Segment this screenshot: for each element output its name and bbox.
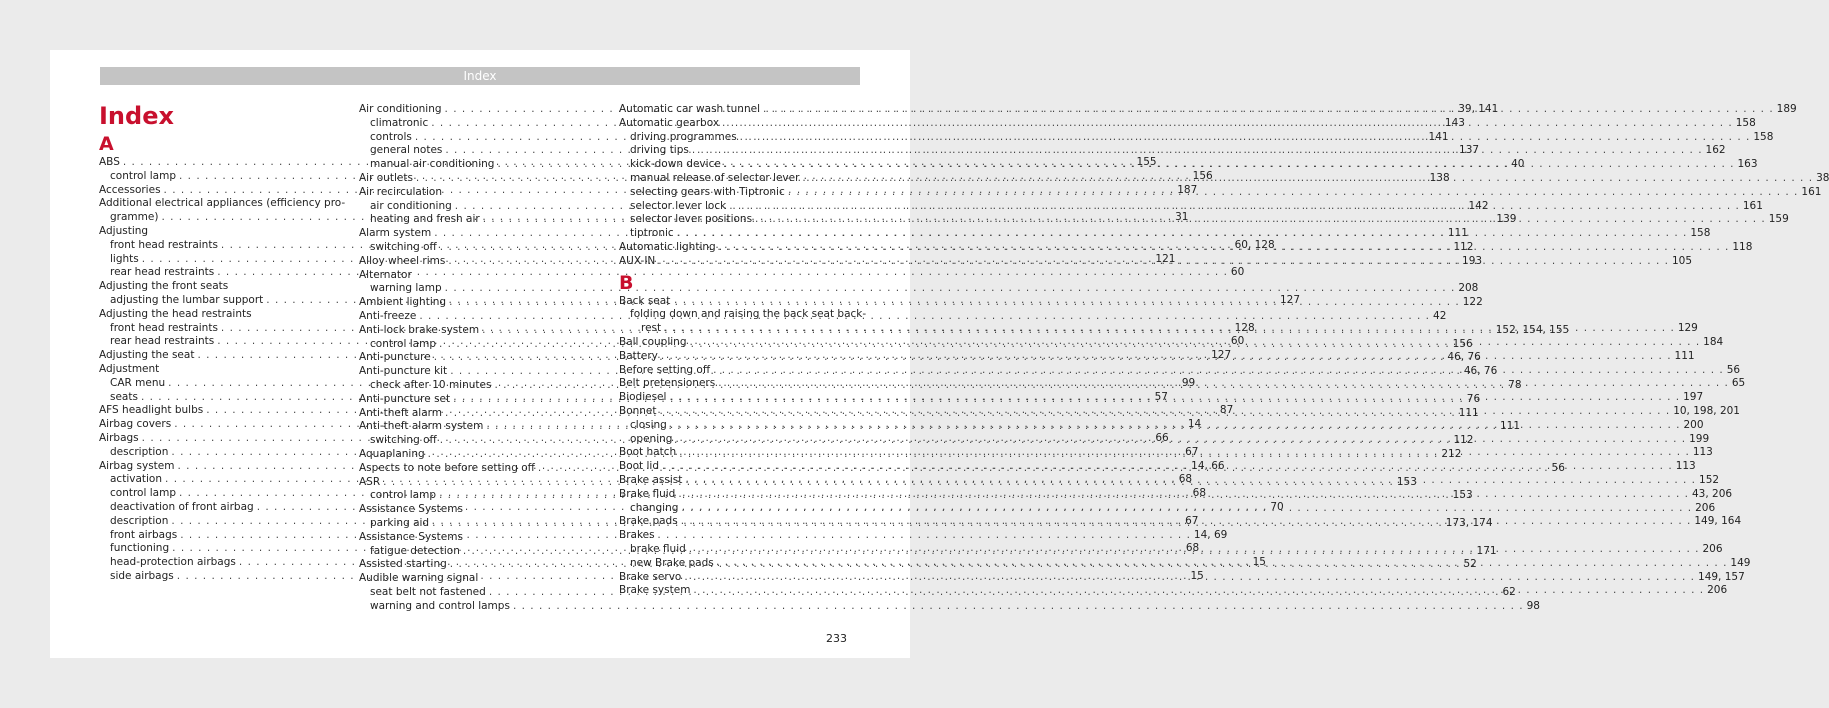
dot-leader bbox=[675, 433, 1686, 447]
entry-term: functioning bbox=[110, 542, 170, 555]
entry-term: front head restraints bbox=[110, 321, 218, 334]
entry-term: selecting gears with Tiptronic bbox=[630, 185, 785, 198]
index-entry-adjusting-the-front-seats bbox=[99, 280, 342, 294]
entry-term: Anti-puncture set bbox=[359, 392, 451, 405]
entry-pages: 193 bbox=[1462, 254, 1483, 267]
entry-term: Battery bbox=[619, 349, 658, 362]
dot-leader bbox=[724, 158, 1735, 172]
entry-pages: 57 bbox=[1154, 390, 1168, 403]
entry-term: adjusting the lumbar support bbox=[110, 293, 264, 306]
entry-term: Bonnet bbox=[619, 404, 657, 417]
dot-leader bbox=[661, 350, 1672, 364]
entry-term: control lamp bbox=[110, 487, 176, 500]
entry-pages: 113 bbox=[1692, 446, 1713, 459]
running-header: Index bbox=[100, 67, 860, 85]
entry-term: Air outlets bbox=[359, 171, 413, 184]
entry-pages: 56 bbox=[1551, 461, 1565, 474]
entry-pages: 200 bbox=[1683, 418, 1704, 431]
section-letter-b: B bbox=[619, 271, 634, 294]
index-entry-additional-electrical-appliances-efficiency-pro bbox=[99, 197, 346, 211]
entry-term: description bbox=[110, 514, 169, 527]
entry-term: opening bbox=[630, 432, 673, 445]
entry-term: manual release of selector lever bbox=[630, 171, 800, 184]
entry-pages: 127 bbox=[1279, 293, 1300, 306]
entry-term: seat belt not fastened bbox=[370, 585, 486, 598]
entry-pages: 161 bbox=[1742, 199, 1763, 212]
entry-term: Airbag system bbox=[99, 459, 175, 472]
entry-pages: 111 bbox=[1499, 420, 1521, 433]
entry-pages: 141 bbox=[1428, 130, 1449, 143]
entry-term: warning lamp bbox=[370, 282, 442, 295]
entry-term: deactivation of front airbag bbox=[110, 500, 254, 513]
entry-term: fatigue detection bbox=[370, 544, 460, 557]
entry-term: air conditioning bbox=[370, 199, 452, 212]
entry-term: Brake system bbox=[619, 584, 691, 597]
entry-pages: 60 bbox=[1230, 266, 1245, 279]
entry-term: description bbox=[110, 445, 169, 458]
entry-term: Back seat bbox=[619, 294, 671, 307]
entry-pages: 149 bbox=[1730, 556, 1751, 569]
entry-term: Assistance Systems bbox=[359, 530, 463, 543]
entry-pages: 112 bbox=[1453, 240, 1474, 253]
dot-leader bbox=[677, 227, 1688, 241]
entry-term: rear head restraints bbox=[110, 335, 215, 348]
entry-pages: 68 bbox=[1192, 487, 1207, 500]
entry-term: side airbags bbox=[110, 569, 174, 582]
entry-pages: 113 bbox=[1675, 460, 1696, 473]
section-letter-a: A bbox=[99, 133, 114, 155]
entry-term: Brakes bbox=[619, 529, 655, 542]
entry-pages: 158 bbox=[1690, 227, 1711, 240]
entry-pages: 15 bbox=[1190, 569, 1204, 582]
entry-pages: 152 bbox=[1699, 473, 1720, 486]
entry-pages: 52 bbox=[1463, 558, 1477, 571]
index-entry-adjustment bbox=[99, 363, 342, 377]
entry-term: Anti-puncture kit bbox=[359, 365, 448, 378]
dot-leader bbox=[670, 419, 1681, 433]
index-entry-adjusting-the-head-restraints bbox=[99, 308, 342, 322]
dot-leader bbox=[681, 502, 1692, 516]
entry-pages: 15 bbox=[1252, 556, 1266, 569]
entry-term: Automatic gearbox bbox=[619, 116, 720, 129]
dot-leader bbox=[693, 584, 1704, 598]
entry-pages: 171 bbox=[1476, 544, 1497, 557]
entry-term: tiptronic bbox=[630, 227, 674, 240]
entry-pages: 38 bbox=[1816, 171, 1829, 184]
dot-leader bbox=[669, 391, 1680, 405]
entry-term: control lamp bbox=[370, 337, 436, 350]
entry-term: folding down and raising the back seat back- bbox=[630, 308, 867, 321]
entry-term: gramme) bbox=[110, 211, 159, 224]
entry-pages: 173, 174 bbox=[1445, 516, 1493, 529]
page-number: 233 bbox=[826, 632, 847, 645]
entry-pages: 159 bbox=[1768, 213, 1789, 226]
entry-pages: 137 bbox=[1459, 144, 1480, 157]
entry-term: Automatic lighting bbox=[619, 240, 716, 253]
dot-leader bbox=[681, 515, 1692, 529]
entry-pages: 111 bbox=[1447, 227, 1468, 240]
entry-pages: 67 bbox=[1185, 514, 1199, 527]
index-entry-brakes bbox=[619, 529, 860, 543]
entry-pages: 60, 128 bbox=[1234, 238, 1275, 251]
entry-pages: 153 bbox=[1396, 475, 1417, 488]
entry-term: control lamp bbox=[110, 169, 176, 182]
entry-pages: 162 bbox=[1705, 144, 1726, 157]
entry-pages: 43, 206 bbox=[1691, 487, 1733, 500]
entry-pages: 76 bbox=[1466, 392, 1481, 405]
entry-pages: 70 bbox=[1270, 500, 1284, 513]
entry-pages: 14, 66 bbox=[1191, 459, 1225, 472]
entry-term: Alarm system bbox=[359, 227, 432, 240]
entry-pages: 66 bbox=[1155, 431, 1169, 444]
dot-leader bbox=[662, 460, 1673, 474]
index-entry-back-seat bbox=[619, 295, 860, 309]
entry-term: Adjustment bbox=[99, 362, 160, 375]
entry-term: rest bbox=[641, 322, 662, 335]
entry-term: general notes bbox=[370, 144, 443, 157]
entry-pages: 155 bbox=[1136, 156, 1157, 168]
entry-term: closing bbox=[630, 418, 667, 431]
entry-pages: 206 bbox=[1695, 501, 1716, 514]
entry-term: Brake pads bbox=[619, 515, 678, 528]
entry-pages: 138 bbox=[1429, 171, 1450, 184]
entry-term: activation bbox=[110, 473, 163, 486]
entry-term: Anti-theft alarm system bbox=[359, 420, 484, 433]
index-entry-assistance-systems bbox=[359, 531, 599, 545]
entry-pages: 31 bbox=[1175, 211, 1189, 224]
entry-term: Before setting off bbox=[619, 363, 711, 376]
entry-term: heating and fresh air bbox=[370, 213, 480, 226]
entry-pages: 60 bbox=[1230, 335, 1245, 348]
entry-pages: 187 bbox=[1177, 183, 1198, 196]
entry-term: selector lever positions bbox=[630, 213, 753, 226]
entry-term: Adjusting bbox=[99, 224, 149, 237]
dot-leader bbox=[722, 117, 1733, 131]
entry-term: AFS headlight bulbs bbox=[99, 404, 204, 417]
dot-leader bbox=[692, 144, 1703, 158]
entry-pages: 161 bbox=[1801, 185, 1822, 198]
entry-term: Anti-theft alarm bbox=[359, 406, 443, 419]
entry-term: AUX-IN bbox=[619, 254, 656, 267]
entry-pages: 184 bbox=[1703, 335, 1724, 348]
entry-pages: 158 bbox=[1753, 130, 1774, 143]
dot-leader bbox=[685, 474, 1696, 488]
entry-term: controls bbox=[370, 130, 412, 143]
dot-leader bbox=[713, 364, 1724, 378]
entry-pages: 158 bbox=[1735, 116, 1756, 129]
entry-pages: 199 bbox=[1689, 432, 1710, 445]
entry-pages: 153 bbox=[1452, 489, 1473, 502]
entry-term: Boot lid bbox=[619, 460, 660, 473]
entry-pages: 152, 154, 155 bbox=[1495, 323, 1570, 336]
entry-term: Adjusting the front seats bbox=[99, 280, 229, 293]
entry-term: front head restraints bbox=[110, 238, 218, 251]
entry-term: driving tips bbox=[630, 144, 689, 157]
entry-term: Biodiesel bbox=[619, 391, 667, 404]
entry-pages: 139 bbox=[1496, 213, 1517, 226]
entry-pages: 67 bbox=[1185, 445, 1199, 458]
entry-pages: 112 bbox=[1453, 434, 1474, 447]
entry-term: warning and control lamps bbox=[370, 599, 510, 612]
entry-pages: 105 bbox=[1671, 254, 1692, 267]
dot-leader bbox=[802, 169, 1813, 186]
dot-leader bbox=[729, 200, 1740, 214]
dot-leader bbox=[719, 238, 1730, 255]
index-entry-assistance-systems bbox=[359, 503, 599, 517]
entry-pages: 149, 157 bbox=[1698, 570, 1745, 583]
entry-term: Alloy wheel rims bbox=[359, 254, 446, 267]
entry-pages: 156 bbox=[1452, 337, 1473, 350]
entry-term: Anti-lock brake system bbox=[359, 323, 480, 336]
entry-term: Additional electrical appliances (efficiency pro- bbox=[99, 197, 346, 210]
entry-term: Brake servo bbox=[619, 570, 682, 583]
entry-term: Anti-puncture bbox=[359, 351, 431, 364]
entry-pages: 128 bbox=[1234, 321, 1255, 334]
entry-pages: 46, 76 bbox=[1447, 351, 1481, 364]
dot-leader bbox=[678, 488, 1689, 502]
dot-leader bbox=[658, 252, 1669, 269]
dot-leader bbox=[717, 557, 1728, 571]
index-entry-air-recirculation bbox=[359, 186, 599, 200]
entry-term: Airbags bbox=[99, 431, 139, 444]
dot-leader bbox=[679, 446, 1690, 460]
entry-pages: 62 bbox=[1502, 585, 1516, 598]
entry-pages: 10, 198, 201 bbox=[1673, 404, 1740, 417]
dot-leader bbox=[660, 405, 1671, 419]
entry-pages: 149, 164 bbox=[1694, 515, 1742, 528]
dot-leader bbox=[718, 377, 1729, 391]
entry-pages: 14 bbox=[1187, 418, 1202, 431]
entry-pages: 40 bbox=[1511, 158, 1525, 171]
entry-term: Air conditioning bbox=[359, 103, 442, 115]
index-entry-audible-warning-signal bbox=[359, 572, 599, 586]
entry-term: driving programmes bbox=[630, 130, 737, 143]
entry-term: kick-down device bbox=[630, 158, 721, 171]
entry-term: lights bbox=[110, 252, 139, 265]
entry-pages: 208 bbox=[1458, 282, 1479, 295]
entry-term: ASR bbox=[359, 475, 381, 488]
entry-term: Aspects to note before setting off bbox=[359, 461, 535, 474]
entry-term: parking aid bbox=[370, 516, 430, 529]
entry-term: manual air conditioning bbox=[370, 158, 495, 171]
entry-pages: 142 bbox=[1468, 199, 1489, 212]
dot-leader bbox=[689, 543, 1700, 557]
entry-pages: 197 bbox=[1683, 391, 1704, 404]
entry-pages: 87 bbox=[1219, 404, 1234, 417]
index-entry-warning-lamp bbox=[359, 282, 1479, 296]
dot-leader bbox=[763, 103, 1774, 117]
entry-term: Assisted starting bbox=[359, 558, 447, 571]
entry-pages: 156 bbox=[1192, 169, 1213, 182]
entry-pages: 122 bbox=[1462, 296, 1483, 309]
entry-term: switching off bbox=[370, 240, 437, 253]
entry-pages: 68 bbox=[1185, 542, 1200, 555]
entry-pages: 163 bbox=[1737, 158, 1758, 171]
page bbox=[50, 50, 1829, 658]
entry-pages: 65 bbox=[1731, 377, 1746, 390]
entry-term: rear head restraints bbox=[110, 266, 215, 279]
index-entry-alternator bbox=[359, 269, 599, 283]
entry-term: Alternator bbox=[359, 268, 412, 281]
entry-term: Aquaplaning bbox=[359, 447, 425, 460]
entry-pages: 14, 69 bbox=[1193, 528, 1228, 541]
entry-pages: 99 bbox=[1181, 376, 1196, 389]
entry-term: ABS bbox=[99, 156, 120, 168]
entry-term: head-protection airbags bbox=[110, 556, 236, 569]
entry-term: Ambient lighting bbox=[359, 296, 447, 309]
entry-term: new Brake pads bbox=[630, 556, 714, 569]
entry-term: Brake fluid bbox=[619, 487, 676, 500]
entry-term: Audible warning signal bbox=[359, 572, 479, 585]
entry-pages: 111 bbox=[1458, 406, 1479, 419]
index-entry-folding-down-and-raising-the-back-seat-back bbox=[619, 308, 867, 322]
dot-leader bbox=[755, 213, 1766, 227]
entry-pages: 78 bbox=[1508, 378, 1522, 391]
entry-pages: 129 bbox=[1677, 322, 1698, 335]
entry-term: Anti-freeze bbox=[359, 309, 417, 322]
page-title: Index bbox=[99, 102, 174, 130]
entry-pages: 212 bbox=[1441, 447, 1462, 460]
entry-term: Boot hatch bbox=[619, 446, 677, 459]
entry-pages: 39, 141 bbox=[1458, 103, 1499, 115]
entry-pages: 118 bbox=[1732, 240, 1753, 253]
dot-leader bbox=[788, 183, 1799, 200]
entry-term: selector lever lock bbox=[630, 199, 727, 212]
entry-term: switching off bbox=[370, 434, 437, 447]
entry-term: front airbags bbox=[110, 528, 178, 541]
index-entry-brake-servo bbox=[619, 570, 1745, 585]
entry-term: Brake assist bbox=[619, 473, 683, 486]
entry-term: Airbag covers bbox=[99, 418, 172, 431]
entry-pages: 206 bbox=[1702, 542, 1723, 555]
entry-term: Adjusting the head restraints bbox=[99, 307, 252, 320]
entry-term: control lamp bbox=[370, 489, 436, 502]
entry-term: Air recirculation bbox=[359, 185, 442, 198]
entry-term: Automatic car wash tunnel bbox=[619, 103, 760, 115]
entry-pages: 42 bbox=[1433, 309, 1447, 322]
entry-pages: 127 bbox=[1211, 349, 1232, 362]
dot-leader bbox=[684, 571, 1695, 585]
index-entry-warning-and-control-lamps bbox=[359, 599, 1540, 614]
entry-term: changing bbox=[630, 501, 679, 514]
entry-pages: 189 bbox=[1776, 103, 1797, 115]
entry-pages: 98 bbox=[1526, 599, 1540, 612]
dot-leader bbox=[740, 131, 1751, 145]
dot-leader bbox=[513, 600, 1524, 614]
entry-pages: 111 bbox=[1674, 349, 1695, 362]
entry-term: brake fluid bbox=[630, 542, 686, 555]
entry-pages: 206 bbox=[1707, 584, 1728, 597]
entry-pages: 68 bbox=[1178, 473, 1193, 486]
entry-term: CAR menu bbox=[110, 376, 166, 389]
entry-pages: 121 bbox=[1155, 252, 1176, 265]
entry-term: Accessories bbox=[99, 183, 161, 196]
entry-term: Adjusting the seat bbox=[99, 349, 195, 362]
entry-pages: 56 bbox=[1726, 363, 1741, 376]
dot-leader bbox=[689, 336, 1700, 350]
entry-term: seats bbox=[110, 390, 138, 403]
entry-pages: 143 bbox=[1444, 116, 1465, 129]
entry-term: climatronic bbox=[370, 116, 429, 129]
dot-leader bbox=[445, 282, 1456, 296]
entry-term: check after 10 minutes bbox=[370, 378, 492, 391]
entry-term: Ball coupling bbox=[619, 335, 687, 348]
entry-term: Assistance Systems bbox=[359, 503, 463, 516]
entry-pages: 46, 76 bbox=[1463, 365, 1498, 378]
index-entry-adjusting bbox=[99, 225, 342, 239]
dot-leader bbox=[449, 293, 1460, 310]
dot-leader bbox=[664, 322, 1675, 336]
entry-term: Belt pretensioners bbox=[619, 377, 716, 390]
